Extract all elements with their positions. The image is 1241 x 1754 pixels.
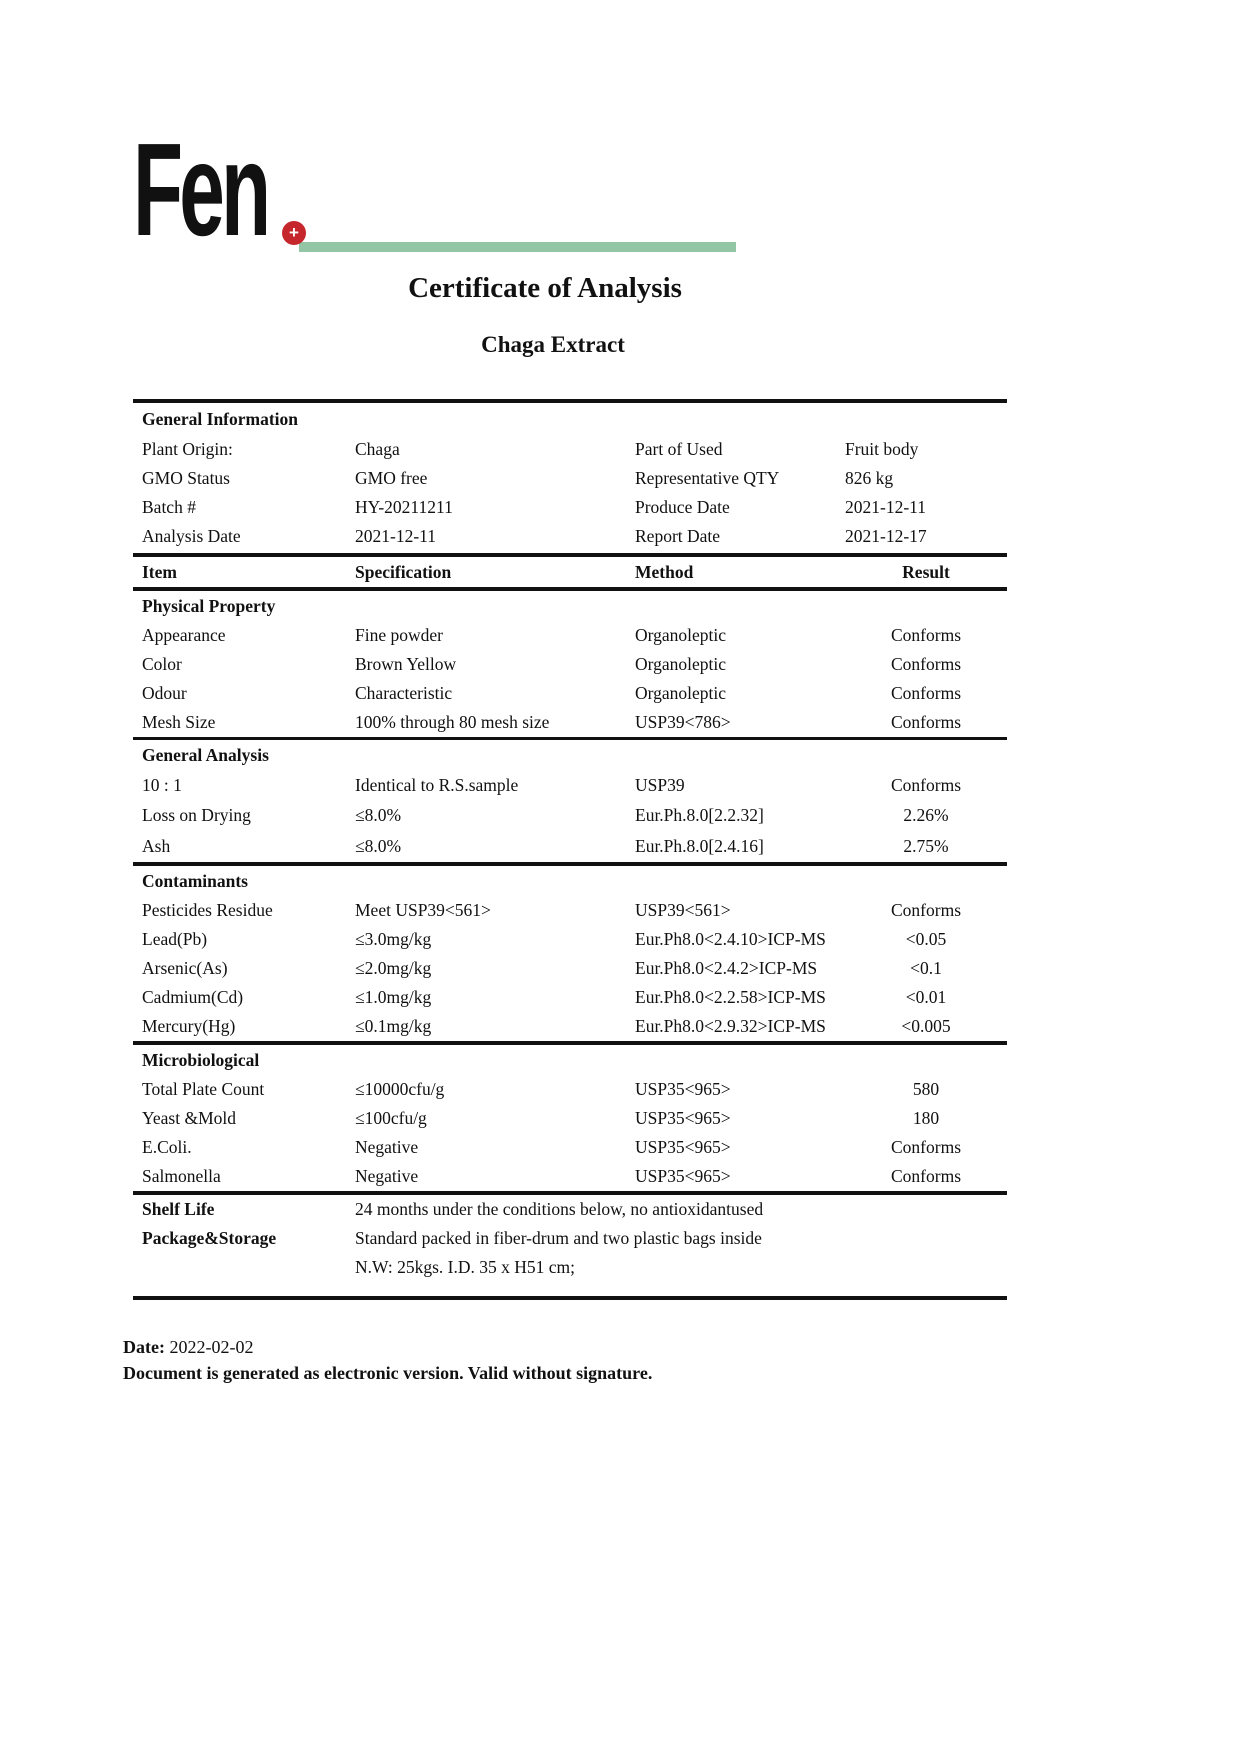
storage-row-label: Package&Storage — [142, 1228, 277, 1248]
item-cell: Color — [142, 654, 182, 674]
item-cell: Total Plate Count — [142, 1079, 265, 1099]
result-cell: <0.1 — [910, 958, 942, 978]
result-cell: <0.01 — [905, 987, 947, 1007]
specification-cell: Meet USP39<561> — [355, 900, 491, 920]
table-row — [133, 896, 1007, 925]
result-cell: Conforms — [891, 774, 961, 795]
storage-row-label: Shelf Life — [142, 1199, 215, 1219]
info-label: Batch # — [142, 497, 196, 517]
method-cell: USP35<965> — [635, 1137, 731, 1157]
specification-cell: ≤8.0% — [355, 805, 402, 825]
storage-row — [133, 1253, 1007, 1282]
result-cell: Conforms — [891, 900, 961, 920]
specification-cell: ≤0.1mg/kg — [355, 1016, 432, 1036]
method-cell: Eur.Ph8.0<2.4.10>ICP-MS — [635, 929, 826, 949]
specification-cell: Characteristic — [355, 683, 453, 703]
specification-cell: ≤8.0% — [355, 836, 402, 856]
table-row — [133, 679, 1007, 708]
item-cell: Appearance — [142, 625, 226, 645]
result-cell: 580 — [912, 1079, 940, 1099]
logo-accent-bar — [299, 242, 736, 252]
info-label: Report Date — [635, 526, 721, 546]
method-cell: USP35<965> — [635, 1108, 731, 1128]
storage-row-text: 24 months under the conditions below, no antioxidantused — [355, 1199, 764, 1219]
table-row — [133, 800, 1007, 831]
result-cell: 2.75% — [903, 836, 949, 856]
specification-cell: ≤10000cfu/g — [355, 1079, 445, 1099]
specification-cell: ≤2.0mg/kg — [355, 958, 432, 978]
method-cell: Eur.Ph.8.0[2.2.32] — [635, 805, 764, 825]
column-header-item: Item — [142, 561, 177, 582]
specification-cell: ≤100cfu/g — [355, 1108, 427, 1128]
section-heading-general-information: General Information — [142, 408, 299, 429]
method-cell: USP39 — [635, 774, 685, 795]
item-cell: 10 : 1 — [142, 774, 182, 795]
item-cell: Odour — [142, 683, 187, 703]
medical-cross-icon — [282, 221, 306, 245]
table-row — [133, 1012, 1007, 1041]
item-cell: Lead(Pb) — [142, 929, 208, 949]
specification-cell: 100% through 80 mesh size — [355, 712, 550, 732]
method-cell: Organoleptic — [635, 654, 727, 674]
section-heading-physical-property: Physical Property — [142, 595, 276, 616]
specification-cell: Negative — [355, 1166, 419, 1186]
specification-cell: Fine powder — [355, 625, 443, 645]
item-cell: Mercury(Hg) — [142, 1016, 236, 1036]
storage-row — [133, 1224, 1007, 1253]
specification-cell: ≤3.0mg/kg — [355, 929, 432, 949]
section-heading-general-analysis: General Analysis — [142, 744, 269, 765]
info-value: Fruit body — [845, 439, 919, 459]
info-label: GMO Status — [142, 468, 230, 488]
result-cell: Conforms — [891, 1137, 961, 1157]
footer — [123, 1334, 652, 1386]
result-cell: Conforms — [891, 712, 961, 732]
item-cell: Pesticides Residue — [142, 900, 273, 920]
table-row — [133, 650, 1007, 679]
section-heading-microbiological: Microbiological — [142, 1049, 260, 1070]
column-header-result: Result — [902, 561, 950, 582]
info-value: 2021-12-11 — [845, 497, 927, 517]
item-cell: Yeast &Mold — [142, 1108, 237, 1128]
info-label: Analysis Date — [142, 526, 241, 546]
item-cell: Loss on Drying — [142, 805, 251, 825]
item-cell: Cadmium(Cd) — [142, 987, 244, 1007]
method-cell: USP39<786> — [635, 712, 731, 732]
table-header-row — [133, 557, 1007, 587]
storage-row — [133, 1195, 1007, 1224]
general-info-row — [133, 464, 1007, 493]
info-value: 2021-12-17 — [845, 526, 927, 546]
divider — [133, 1296, 1007, 1300]
table-row — [133, 1162, 1007, 1191]
result-cell: <0.005 — [901, 1016, 951, 1036]
table-row — [133, 1133, 1007, 1162]
coa-table — [133, 399, 1007, 1300]
method-cell: Organoleptic — [635, 683, 727, 703]
item-cell: Mesh Size — [142, 712, 216, 732]
date-label: Date: — [123, 1337, 165, 1357]
info-label: Representative QTY — [635, 468, 780, 488]
general-info-row — [133, 435, 1007, 464]
specification-cell: Negative — [355, 1137, 419, 1157]
table-row — [133, 983, 1007, 1012]
table-row — [133, 1075, 1007, 1104]
column-header-method: Method — [635, 561, 694, 582]
product-name: Chaga Extract — [481, 332, 625, 357]
item-cell: Salmonella — [142, 1166, 221, 1186]
column-header-specification: Specification — [355, 561, 452, 582]
result-cell: Conforms — [891, 683, 961, 703]
item-cell: E.Coli. — [142, 1137, 192, 1157]
table-row — [133, 621, 1007, 650]
specification-cell: Identical to R.S.sample — [355, 774, 519, 795]
result-cell: Conforms — [891, 1166, 961, 1186]
storage-row-text: Standard packed in fiber-drum and two plastic bags inside — [355, 1228, 762, 1248]
info-value: Chaga — [355, 439, 400, 459]
info-label: Plant Origin: — [142, 439, 233, 459]
table-row — [133, 954, 1007, 983]
method-cell: Organoleptic — [635, 625, 727, 645]
info-value: HY-20211211 — [355, 497, 453, 517]
item-cell: Ash — [142, 836, 171, 856]
result-cell: Conforms — [891, 654, 961, 674]
table-row — [133, 770, 1007, 800]
specification-cell: ≤1.0mg/kg — [355, 987, 432, 1007]
method-cell: Eur.Ph8.0<2.2.58>ICP-MS — [635, 987, 826, 1007]
footer-date-line — [123, 1334, 652, 1360]
storage-row-text: N.W: 25kgs. I.D. 35 x H51 cm; — [355, 1257, 576, 1277]
info-label: Part of Used — [635, 439, 723, 459]
method-cell: Eur.Ph8.0<2.9.32>ICP-MS — [635, 1016, 826, 1036]
table-row — [133, 1104, 1007, 1133]
info-value: 2021-12-11 — [355, 526, 437, 546]
general-info-row — [133, 493, 1007, 522]
method-cell: Eur.Ph8.0<2.4.2>ICP-MS — [635, 958, 818, 978]
item-cell: Arsenic(As) — [142, 958, 228, 978]
table-row — [133, 831, 1007, 862]
info-label: Produce Date — [635, 497, 730, 517]
date-value: 2022-02-02 — [169, 1337, 254, 1357]
result-cell: 180 — [912, 1108, 940, 1128]
result-cell: Conforms — [891, 625, 961, 645]
method-cell: USP35<965> — [635, 1166, 731, 1186]
method-cell: Eur.Ph.8.0[2.4.16] — [635, 836, 764, 856]
document-title: Certificate of Analysis — [408, 272, 682, 304]
result-cell: 2.26% — [903, 805, 949, 825]
logo-wordmark: Fen — [133, 116, 268, 263]
info-value: 826 kg — [845, 468, 894, 488]
general-info-row — [133, 522, 1007, 551]
method-cell: USP39<561> — [635, 900, 731, 920]
info-value: GMO free — [355, 468, 428, 488]
result-cell: <0.05 — [905, 929, 947, 949]
plus-icon: + — [289, 223, 299, 242]
table-row — [133, 925, 1007, 954]
method-cell: USP35<965> — [635, 1079, 731, 1099]
specification-cell: Brown Yellow — [355, 654, 457, 674]
table-row — [133, 708, 1007, 737]
company-logo — [133, 116, 833, 263]
footer-note: Document is generated as electronic version. Valid without signature. — [123, 1363, 653, 1384]
section-heading-contaminants: Contaminants — [142, 870, 248, 891]
